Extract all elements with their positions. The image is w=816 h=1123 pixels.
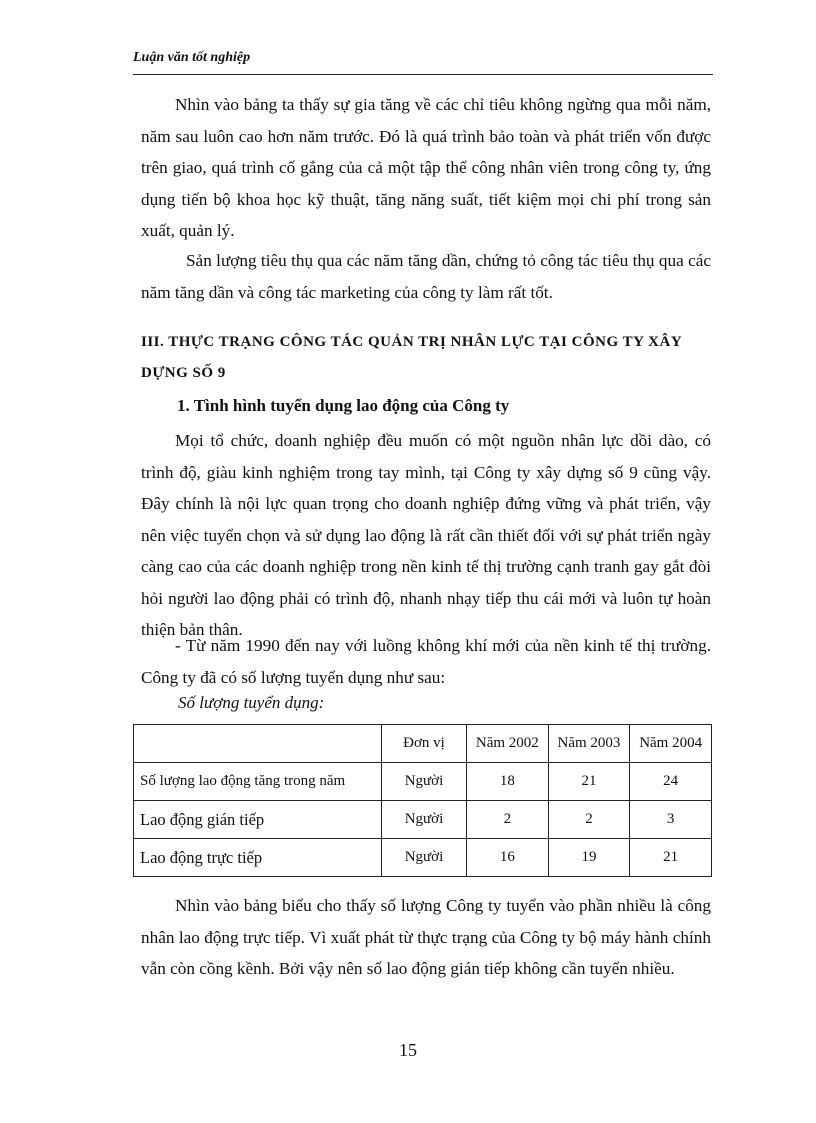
page-number: 15: [399, 1040, 417, 1060]
header-cell-blank: [134, 725, 382, 763]
row-value: 18: [467, 763, 549, 801]
table-header-row: [134, 725, 712, 763]
row-unit: Người: [382, 801, 467, 839]
header-cell-unit: Đơn vị: [382, 725, 467, 763]
table-row: [134, 801, 712, 839]
header-cell-2002: Năm 2002: [467, 725, 549, 763]
paragraph-conclusion: Nhìn vào bảng biểu cho thấy số lượng Công ty tuyển vào phần nhiều là công nhân lao động trực tiếp. Vì xuất phát từ thực trạng của Công ty bộ máy hành chính vẫn còn cồng kềnh. Bởi vậy nên số lao động gián tiếp không cần tuyển nhiều.: [141, 896, 711, 978]
row-value: 21: [630, 839, 712, 877]
row-label: Lao động trực tiếp: [134, 839, 382, 877]
section-heading: III. THỰC TRẠNG CÔNG TÁC QUẢN TRỊ NHÂN LỰC TẠI CÔNG TY XÂY DỰNG SỐ 9: [141, 334, 682, 381]
running-header: Luận văn tốt nghiệp: [133, 50, 251, 65]
row-label: Số lượng lao động tăng trong năm: [134, 763, 382, 801]
row-value: 21: [548, 763, 630, 801]
row-value: 2: [548, 801, 630, 839]
row-value: 16: [467, 839, 549, 877]
table-row: [134, 763, 712, 801]
paragraph-growth: Nhìn vào bảng ta thấy sự gia tăng về các chỉ tiêu không ngừng qua mỗi năm, năm sau luôn cao hơn năm trước. Đó là quá trình bảo toàn và phát triển vốn được trên giao, quá trình cố gắng của cả một tập thể công nhân viên trong công ty, ứng dụng tiến bộ khoa học kỹ thuật, tăng năng suất, tiết kiệm mọi chi phí trong sản xuất, quản lý.: [141, 95, 711, 240]
table-row: [134, 839, 712, 877]
paragraph-recruitment: Mọi tổ chức, doanh nghiệp đều muốn có một nguồn nhân lực dồi dào, có trình độ, giàu kinh nghiệm trong tay mình, tại Công ty xây dựng số 9 cũng vậy. Đây chính là nội lực quan trọng cho doanh nghiệp đứng vững và phát triển, vậy nên việc tuyển chọn và sử dụng lao động là rất cần thiết đối với sự phát triển ngày càng cao của các doanh nghiệp trong nền kinh tế thị trường cạnh tranh gay gắt đòi hỏi người lao động phải có trình độ, nhanh nhạy tiếp thu cái mới và luôn tự hoàn thiện bản thân.: [141, 431, 711, 639]
row-value: 24: [630, 763, 712, 801]
recruitment-table: [133, 724, 712, 877]
header-cell-2003: Năm 2003: [548, 725, 630, 763]
row-value: 3: [630, 801, 712, 839]
subsection-heading: 1. Tình hình tuyển dụng lao động của Công ty: [177, 396, 510, 415]
row-value: 2: [467, 801, 549, 839]
row-unit: Người: [382, 763, 467, 801]
table-caption: Số lượng tuyển dụng:: [178, 693, 325, 712]
row-label: Lao động gián tiếp: [134, 801, 382, 839]
header-cell-2004: Năm 2004: [630, 725, 712, 763]
paragraph-since-1990: - Từ năm 1990 đến nay với luồng không khí mới của nền kinh tế thị trường. Công ty đã có số lượng tuyển dụng như sau:: [141, 636, 711, 687]
row-unit: Người: [382, 839, 467, 877]
paragraph-sales: Sản lượng tiêu thụ qua các năm tăng dần, chứng tỏ công tác tiêu thụ qua các năm tăng dần và công tác marketing của công ty làm rất tốt.: [141, 251, 711, 302]
row-value: 19: [548, 839, 630, 877]
header-divider: [133, 74, 713, 75]
